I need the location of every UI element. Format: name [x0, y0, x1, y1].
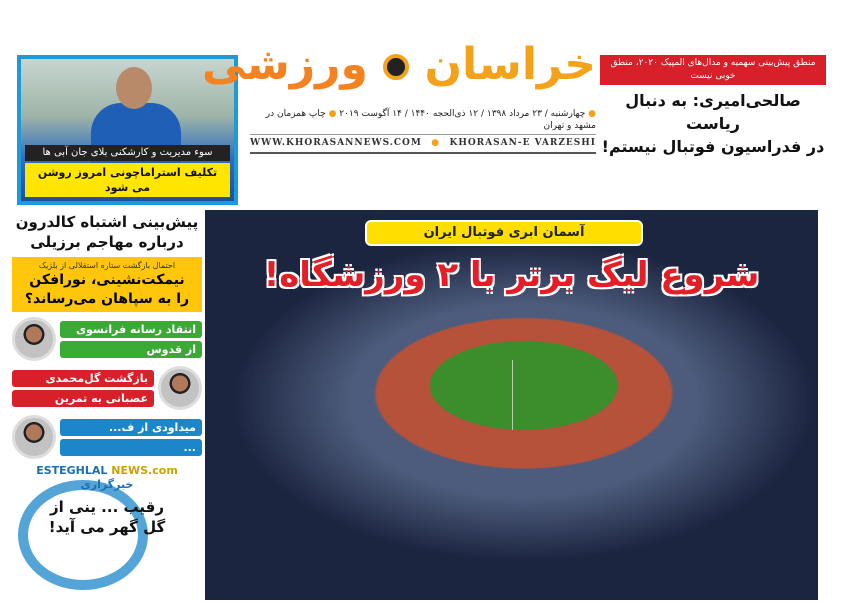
- print-note: چاپ همزمان در مشهد و تهران: [265, 109, 596, 131]
- photo-caption: تکلیف استراماچونی امروز روشن می شود: [25, 163, 230, 197]
- headline-line: درباره مهاجم برزیلی: [30, 233, 184, 251]
- watermark-suffix: NEWS.com: [111, 464, 178, 477]
- left-column: [12, 212, 202, 537]
- player-photo-ghoddos: [12, 317, 56, 361]
- watermark-text: [12, 464, 202, 492]
- story-golmohammadi-line1[interactable]: بازگشت گل‌محمدی: [12, 370, 154, 387]
- story-ghoddos-line1[interactable]: انتقاد رسانه فرانسوی: [60, 321, 202, 338]
- story-golgohar[interactable]: [12, 497, 202, 537]
- football-icon: [383, 54, 409, 80]
- story-mirdavoudi-line2[interactable]: ...: [60, 439, 202, 456]
- website-url[interactable]: WWW.KHORASANNEWS.COM: [250, 138, 422, 148]
- top-right-headline[interactable]: [600, 89, 826, 158]
- pitch-line: [512, 360, 513, 430]
- story-golmohammadi[interactable]: [12, 366, 202, 410]
- watermark-label: خبرگزاری: [80, 478, 134, 491]
- headline-line: پیش‌بینی اشتباه کالدرون: [15, 213, 199, 231]
- story-golmohammadi-line2[interactable]: عصبانی به تمرین: [12, 390, 154, 407]
- story-calderon[interactable]: [12, 212, 202, 252]
- story-mirdavoudi[interactable]: [12, 415, 202, 459]
- coach-photo-golmohammadi: [158, 366, 202, 410]
- photo-subcaption: سوء مدیریت و کارشکنی بلای جان آبی ها: [25, 145, 230, 161]
- logo-text-khorasan: خراسان: [424, 39, 596, 90]
- player-photo-mirdavoudi: [12, 415, 56, 459]
- top-right-story[interactable]: [600, 55, 826, 158]
- headline-line: نیمکت‌نشینی، نورافکن: [29, 272, 185, 288]
- headline-line: صالحی‌امیری: به دنبال ریاست: [625, 91, 801, 133]
- watermark-brand: ESTEGHLAL: [36, 464, 108, 477]
- logo-text-varzeshi: ورزشی: [202, 39, 368, 90]
- main-stadium-photo[interactable]: [205, 210, 818, 600]
- url-line: WWW.KHORASANNEWS.COM ● KHORASAN-E VARZESHI: [250, 138, 596, 148]
- main-kicker: آسمان ابری فوتبال ایران: [365, 220, 643, 246]
- divider: [250, 152, 596, 154]
- story-ghoddos[interactable]: [12, 317, 202, 361]
- headline-line: در فدراسیون فوتبال نیستم!: [601, 137, 825, 156]
- story-ghoddos-line2[interactable]: از قدوس: [60, 341, 202, 358]
- headline-line: گل گهر می آید!: [48, 518, 166, 536]
- paper-name-latin: KHORASAN-E VARZESHI: [449, 138, 596, 148]
- date-text: چهارشنبه / ۲۳ مرداد ۱۳۹۸ / ۱۲ ذی‌الحجه ۱۴۴۰ / ۱۴ آگوست ۲۰۱۹: [339, 109, 586, 119]
- top-right-kicker: منطق پیش‌بینی سهمیه و مدال‌های المپیک ۲۰۲۰، منطق خوبی نیست: [600, 55, 826, 85]
- headline-line: رقیب ... ینی از: [50, 498, 164, 516]
- story-mirdavoudi-line1[interactable]: میداودی از ف...: [60, 419, 202, 436]
- masthead-info: [250, 108, 596, 154]
- masthead-logo[interactable]: [202, 30, 596, 108]
- story-noorafkan[interactable]: [12, 257, 202, 312]
- dateline: ● چهارشنبه / ۲۳ مرداد ۱۳۹۸ / ۱۲ ذی‌الحجه ۱۴۴۰ / ۱۴ آگوست ۲۰۱۹ ● چاپ همزمان در مشهد و تهران: [250, 108, 596, 135]
- story-kicker: احتمال بازگشت ستاره استقلالی از بلژیک: [38, 261, 176, 270]
- headline-line: را به سپاهان می‌رساند؟: [24, 291, 190, 307]
- main-headline: شروع لیگ برتر با ۲ ورزشگاه!: [263, 255, 760, 295]
